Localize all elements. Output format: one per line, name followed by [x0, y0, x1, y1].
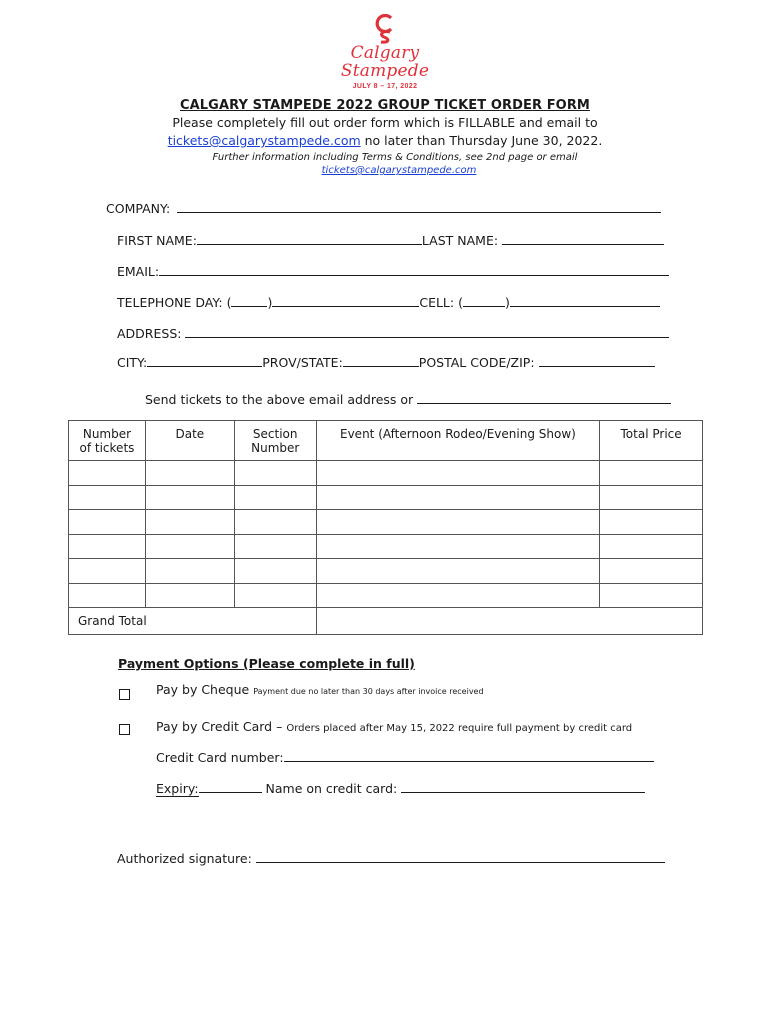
- email-link[interactable]: tickets@calgarystampede.com: [167, 133, 361, 148]
- table-row: [69, 559, 703, 584]
- price-cell[interactable]: [600, 510, 703, 535]
- name-row: [117, 233, 664, 248]
- card-note: Orders placed after May 15, 2022 require full payment by credit card: [286, 723, 633, 734]
- tickets-cell[interactable]: [69, 485, 146, 510]
- expiry-row: [156, 781, 645, 796]
- tel-paren-open: (: [226, 295, 232, 310]
- pay-by-cheque-checkbox[interactable]: [119, 689, 130, 700]
- telephone-row: [117, 295, 660, 310]
- last-name-input[interactable]: [502, 234, 664, 245]
- logo-dates: JULY 8 – 17, 2022: [352, 83, 418, 90]
- event-cell[interactable]: [316, 534, 599, 559]
- section-cell[interactable]: [234, 583, 316, 608]
- postal-code-input[interactable]: [539, 356, 655, 367]
- payment-heading: Payment Options (Please complete in full): [118, 656, 415, 671]
- city-label: CITY:: [117, 355, 148, 370]
- date-cell[interactable]: [145, 510, 234, 535]
- table-row: [69, 534, 703, 559]
- order-table: [68, 420, 703, 635]
- expiry-label: Expiry:: [156, 781, 199, 796]
- col-event: Event (Afternoon Rodeo/Evening Show): [316, 421, 599, 461]
- name-on-card-label: Name on credit card:: [265, 781, 398, 796]
- cheque-note: Payment due no later than 30 days after invoice received: [253, 687, 484, 696]
- table-row: [69, 461, 703, 486]
- tickets-cell[interactable]: [69, 583, 146, 608]
- price-cell[interactable]: [600, 559, 703, 584]
- calgary-stampede-logo: [320, 14, 450, 90]
- prov-state-input[interactable]: [343, 356, 419, 367]
- signature-input[interactable]: [256, 852, 665, 863]
- price-cell[interactable]: [600, 583, 703, 608]
- cell-area-code-input[interactable]: [463, 296, 505, 307]
- first-name-label: FIRST NAME:: [117, 233, 197, 248]
- cell-label: CELL:: [419, 295, 455, 310]
- price-cell[interactable]: [600, 485, 703, 510]
- cell-paren-open: (: [458, 295, 463, 310]
- price-cell[interactable]: [600, 461, 703, 486]
- alternate-email-input[interactable]: [417, 393, 671, 404]
- logo-script-text: Calgary Stampede: [340, 43, 430, 81]
- col-date: Date: [145, 421, 234, 461]
- event-cell[interactable]: [316, 583, 599, 608]
- event-cell[interactable]: [316, 559, 599, 584]
- card-number-input[interactable]: [284, 751, 654, 762]
- form-title: CALGARY STAMPEDE 2022 GROUP TICKET ORDER FORM: [180, 98, 590, 113]
- address-row: [117, 326, 669, 341]
- signature-label: Authorized signature:: [117, 851, 252, 866]
- tickets-cell[interactable]: [69, 461, 146, 486]
- tickets-cell[interactable]: [69, 534, 146, 559]
- grand-total-row: [69, 608, 703, 635]
- col-total-price: Total Price: [600, 421, 703, 461]
- telephone-label: TELEPHONE DAY:: [117, 295, 223, 310]
- tickets-cell[interactable]: [69, 510, 146, 535]
- send-tickets-row: [145, 392, 671, 407]
- cell-number-input[interactable]: [510, 296, 660, 307]
- email-deadline-line: [0, 133, 770, 148]
- event-cell[interactable]: [316, 485, 599, 510]
- company-input[interactable]: [177, 202, 661, 213]
- card-option: [156, 719, 632, 734]
- date-cell[interactable]: [145, 485, 234, 510]
- grand-total-value[interactable]: [316, 608, 702, 635]
- city-input[interactable]: [147, 356, 262, 367]
- date-cell[interactable]: [145, 461, 234, 486]
- last-name-label: LAST NAME:: [421, 233, 499, 248]
- tickets-cell[interactable]: [69, 559, 146, 584]
- table-row: [69, 485, 703, 510]
- cheque-option: [156, 682, 484, 697]
- cheque-label: Pay by Cheque: [156, 682, 250, 697]
- grand-total-label: Grand Total: [69, 608, 317, 635]
- date-cell[interactable]: [145, 559, 234, 584]
- further-info-text: Further information including Terms & Conditions, see 2nd page or email: [212, 152, 578, 163]
- table-row: [69, 510, 703, 535]
- first-name-input[interactable]: [197, 234, 422, 245]
- address-input[interactable]: [185, 327, 669, 338]
- col-section-number: Section Number: [234, 421, 316, 461]
- company-label: COMPANY:: [106, 201, 171, 216]
- card-number-label: Credit Card number:: [156, 750, 284, 765]
- further-email-link[interactable]: tickets@calgarystampede.com: [321, 165, 477, 176]
- instruction-text: Please completely fill out order form which is FILLABLE and email to: [172, 115, 598, 130]
- pay-by-card-checkbox[interactable]: [119, 724, 130, 735]
- col-number-of-tickets: Number of tickets: [69, 421, 146, 461]
- event-cell[interactable]: [316, 461, 599, 486]
- cs-monogram-icon: [372, 14, 398, 44]
- section-cell[interactable]: [234, 461, 316, 486]
- email-label: EMAIL:: [117, 264, 160, 279]
- city-row: [117, 355, 655, 370]
- section-cell[interactable]: [234, 534, 316, 559]
- price-cell[interactable]: [600, 534, 703, 559]
- company-row: [106, 201, 661, 216]
- section-cell[interactable]: [234, 510, 316, 535]
- tel-paren-close: ): [267, 295, 273, 310]
- event-cell[interactable]: [316, 510, 599, 535]
- prov-state-label: PROV/STATE:: [262, 355, 343, 370]
- section-cell[interactable]: [234, 485, 316, 510]
- further-info-email-line: [0, 165, 770, 176]
- send-tickets-label: Send tickets to the above email address or: [145, 392, 414, 407]
- section-cell[interactable]: [234, 559, 316, 584]
- tel-area-code-input[interactable]: [231, 296, 267, 307]
- signature-row: [117, 851, 665, 866]
- postal-code-label: POSTAL CODE/ZIP:: [418, 355, 535, 370]
- name-on-card-input[interactable]: [401, 782, 645, 793]
- card-label: Pay by Credit Card –: [156, 719, 283, 734]
- date-cell[interactable]: [145, 534, 234, 559]
- deadline-text: no later than Thursday June 30, 2022.: [360, 133, 603, 148]
- expiry-input[interactable]: [199, 782, 262, 793]
- email-input[interactable]: [159, 265, 669, 276]
- table-row: [69, 583, 703, 608]
- card-number-row: [156, 750, 654, 765]
- table-header-row: [69, 421, 703, 461]
- email-row: [117, 264, 669, 279]
- address-label: ADDRESS:: [117, 326, 182, 341]
- date-cell[interactable]: [145, 583, 234, 608]
- cell-paren-close: ): [504, 295, 510, 310]
- tel-number-input[interactable]: [272, 296, 419, 307]
